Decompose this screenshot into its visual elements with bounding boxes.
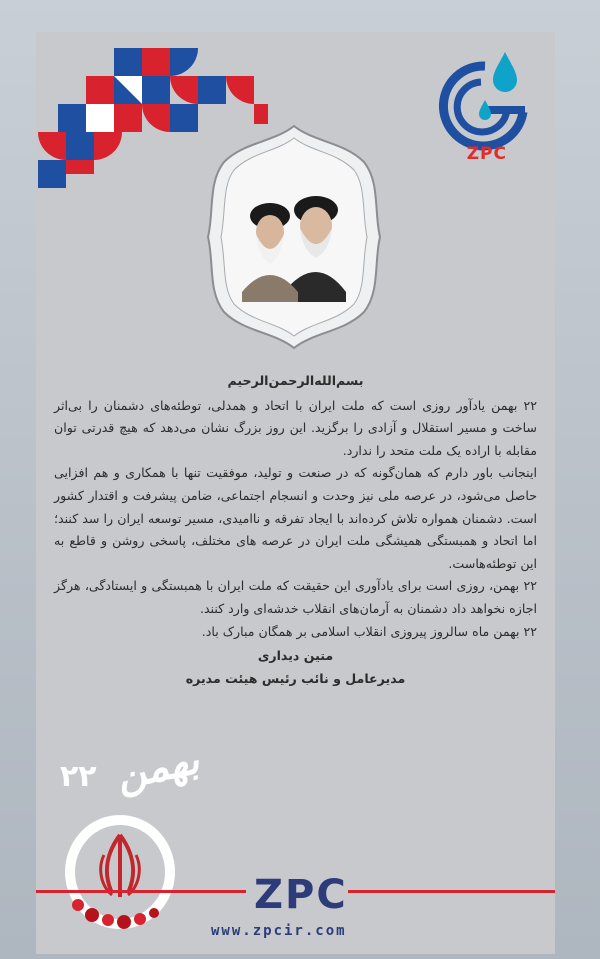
logo-text: ZPC xyxy=(466,144,507,164)
emblem-number: ۲۲ xyxy=(60,759,97,794)
footer-brand: ZPC xyxy=(254,872,348,918)
portrait-frame xyxy=(204,122,384,352)
poster-card xyxy=(36,32,555,954)
footer-url: www.zpcir.com xyxy=(211,923,347,939)
emblem-script: بهمن xyxy=(112,735,204,800)
signature-name: متین دیداری xyxy=(257,648,334,664)
bismillah: بسم‌الله‌الرحمن‌الرحیم xyxy=(227,373,364,388)
signature-title: مدیرعامل و نائب رئیس هیئت مدیره xyxy=(185,670,406,686)
footer-line-left xyxy=(36,890,246,893)
letter-body xyxy=(54,370,537,690)
bahman-emblem-icon xyxy=(58,777,198,937)
paragraph-3: ۲۲ بهمن، روزی است برای یادآوری این حقیقت که ملت ایران با همبستگی و ایستادگی، هرگز اجازه نخواهد داد دشمنان به آرمان‌های انقلاب خدشه‌ای وارد کنند. xyxy=(54,578,537,616)
footer-line-right xyxy=(348,890,555,893)
paragraph-4: ۲۲ بهمن ماه سالروز پیروزی انقلاب اسلامی بر همگان مبارک باد. xyxy=(201,623,537,639)
paragraph-2: اینجانب باور دارم که همان‌گونه که در صنعت و تولید، موفقیت تنها با همکاری و هم افزایی حاصل می‌شود، در عرصه ملی نیز وحدت و انسجام اجتماعی، ضامن پیشرفت و اقتدار کشور است. دشمنان همواره تلاش کرده‌اند با ایجاد تفرقه و ناامیدی، مسیر توسعه ایران را سد کنند؛ اما اتحاد و همبستگی همیشگی ملت ایران در عرصه های مختلف، پاسخی روشن و قاطع به این توطئه‌هاست. xyxy=(54,465,537,571)
paragraph-1: ۲۲ بهمن یادآور روزی است که ملت ایران با اتحاد و همدلی، توطئه‌های دشمنان را بی‌اثر ساخت و مسیر استقلال و آزادی را برگزید. این روز بزرگ نشان می‌دهد که هیچ قدرتی توان مقابله با اراده یک ملت متحد را ندارد. xyxy=(54,397,537,458)
